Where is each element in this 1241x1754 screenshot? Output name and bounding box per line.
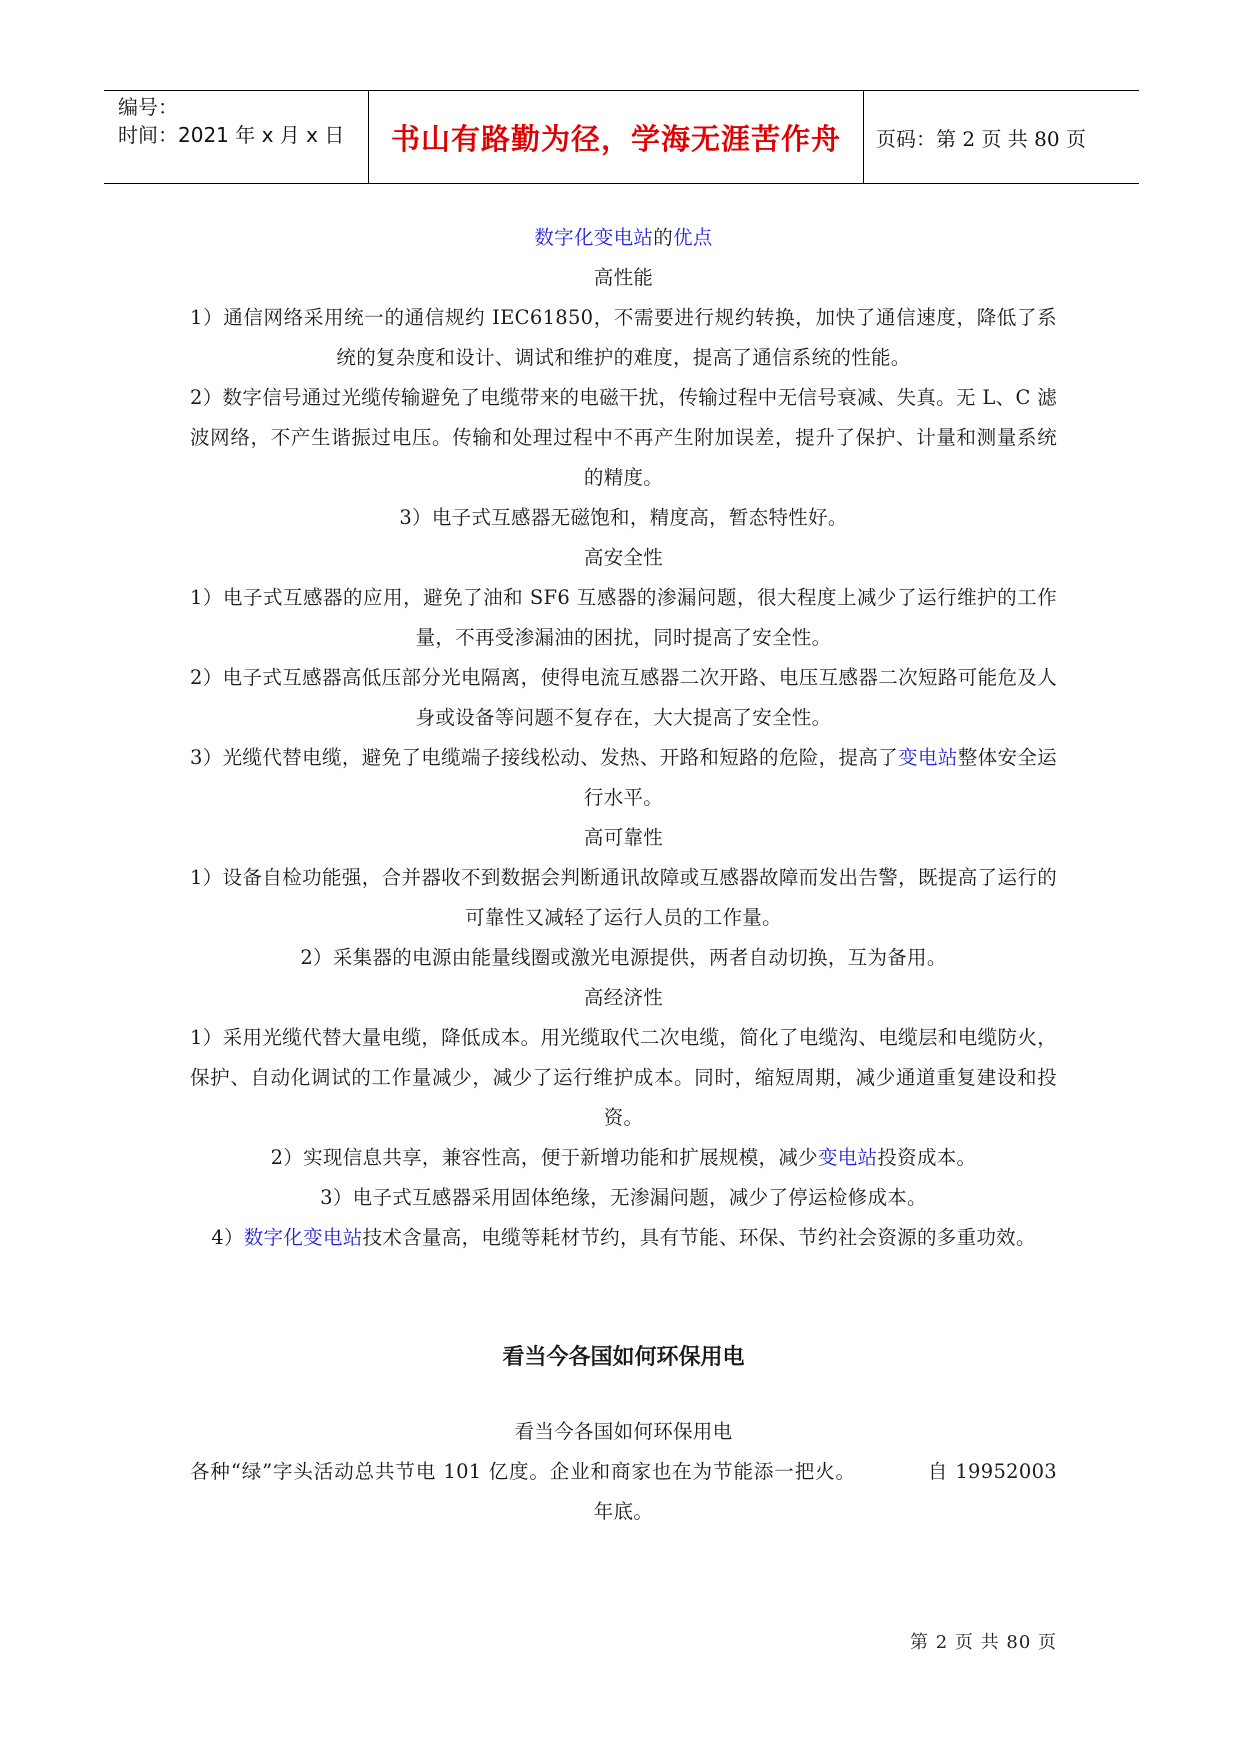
spacer: [190, 1378, 1057, 1412]
time-label: 时间：2021 年 x 月 x 日: [118, 123, 345, 147]
article2-subtitle: 看当今各国如何环保用电: [514, 1420, 733, 1443]
section-heading: 高经济性: [583, 986, 664, 1009]
header-page-cell: [864, 91, 1139, 183]
header-meta: [104, 91, 369, 183]
paragraph: 2）实现信息共享，兼容性高，便于新增功能和扩展规模，减少变电站投资成本。: [270, 1146, 977, 1169]
link-digital-substation[interactable]: 数字化变电站: [534, 226, 654, 249]
paragraph: 各种“绿”字头活动总共节电 101 亿度。企业和商家也在为节能添一把火。 自 19952003 年底。: [190, 1460, 1057, 1523]
page-info: 页码：第 2 页 共 80 页: [876, 126, 1086, 151]
document-body: [190, 218, 1057, 1532]
section-heading: 高可靠性: [583, 826, 664, 849]
section-heading: 高性能: [593, 266, 654, 289]
paragraph: 2）电子式互感器高低压部分光电隔离，使得电流互感器二次开路、电压互感器二次短路可能危及人身或设备等问题不复存在，大大提高了安全性。: [190, 666, 1057, 729]
paragraph: 1）设备自检功能强，合并器收不到数据会判断通讯故障或互感器故障而发出告警，既提高了运行的可靠性又减轻了运行人员的工作量。: [190, 866, 1057, 929]
paragraph: 4）数字化变电站技术含量高，电缆等耗材节约，具有节能、环保、节约社会资源的多重功效。: [211, 1226, 1036, 1249]
article2-title: 看当今各国如何环保用电: [502, 1345, 745, 1370]
article-title: 数字化变电站的优点: [534, 226, 713, 249]
paragraph: 3）电子式互感器采用固体绝缘，无渗漏问题，减少了停运检修成本。: [320, 1186, 927, 1209]
header-motto-cell: [369, 91, 864, 183]
spacer: [190, 1258, 1057, 1338]
link-substation[interactable]: 变电站: [898, 746, 958, 769]
link-substation[interactable]: 变电站: [817, 1146, 878, 1169]
paragraph: 2）数字信号通过光缆传输避免了电缆带来的电磁干扰，传输过程中无信号衰减、失真。无 L、C 滤波网络，不产生谐振过电压。传输和处理过程中不再产生附加误差，提升了保护、计量和测量系统的精度。: [190, 386, 1057, 489]
motto: 书山有路勤为径，学海无涯苦作舟: [390, 121, 841, 156]
paragraph: 2）采集器的电源由能量线圈或激光电源提供，两者自动切换，互为备用。: [300, 946, 947, 969]
section-heading: 高安全性: [583, 546, 664, 569]
paragraph: 1）通信网络采用统一的通信规约 IEC61850，不需要进行规约转换，加快了通信速度，降低了系统的复杂度和设计、调试和维护的难度，提高了通信系统的性能。: [190, 306, 1057, 369]
number-label: 编号：: [118, 95, 178, 119]
paragraph: 3）电子式互感器无磁饱和，精度高，暂态特性好。: [399, 506, 848, 529]
page-header: [104, 90, 1139, 184]
paragraph: 1）电子式互感器的应用，避免了油和 SF6 互感器的渗漏问题，很大程度上减少了运行维护的工作量，不再受渗漏油的困扰，同时提高了安全性。: [190, 586, 1057, 649]
link-advantages[interactable]: 优点: [673, 226, 713, 249]
link-digital-substation[interactable]: 数字化变电站: [243, 1226, 363, 1249]
paragraph: 1）采用光缆代替大量电缆，降低成本。用光缆取代二次电缆，简化了电缆沟、电缆层和电缆防火，保护、自动化调试的工作量减少，减少了运行维护成本。同时，缩短周期，减少通道重复建设和投资。: [190, 1026, 1057, 1129]
page-footer: 第 2 页 共 80 页: [910, 1632, 1057, 1653]
paragraph: 3）光缆代替电缆，避免了电缆端子接线松动、发热、开路和短路的危险，提高了变电站整体安全运行水平。: [190, 746, 1057, 809]
